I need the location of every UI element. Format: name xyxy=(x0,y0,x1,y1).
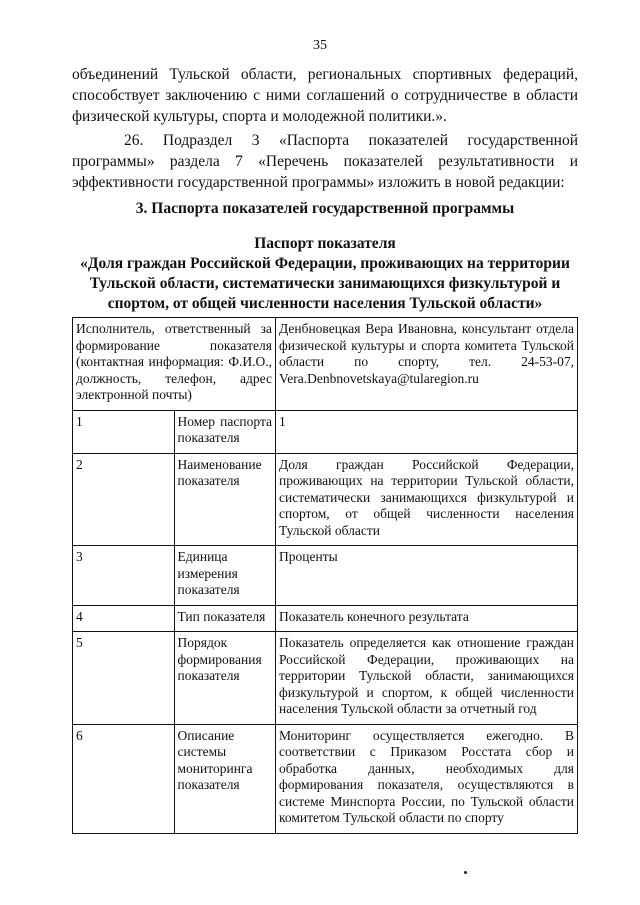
row-value: 1 xyxy=(276,410,578,453)
row-label: Порядок формирования показателя xyxy=(174,632,276,725)
intro-text xyxy=(72,64,578,193)
passport-title-line-4: спортом, от общей численности населения Тульской области» xyxy=(107,295,543,312)
row-number: 5 xyxy=(73,632,175,725)
passport-title-line-3: Тульской области, систематически занимающихся физкультурой и xyxy=(89,275,561,292)
scan-dot xyxy=(464,871,467,874)
row-label: Тип показателя xyxy=(174,605,276,632)
passport-title xyxy=(72,234,578,314)
row-value: Доля граждан Российской Федерации, проживающих на территории Тульской области, систематически занимающихся физкультурой и спортом, от общей численности населения Тульской области xyxy=(276,453,578,546)
row-label: Наименование показателя xyxy=(174,453,276,546)
passport-title-line-1: Паспорт показателя xyxy=(254,235,396,252)
row-value: Проценты xyxy=(276,546,578,606)
intro-paragraph-2: 26. Подраздел 3 «Паспорта показателей государственной программы» раздела 7 «Перечень показателей результативности и эффективности государственной программы» изложить в новой редакции: xyxy=(72,132,578,191)
page-number: 35 xyxy=(313,38,327,53)
row-label: Номер паспорта показателя xyxy=(174,410,276,453)
row-number: 6 xyxy=(73,724,175,833)
row-number: 3 xyxy=(73,546,175,606)
table-row xyxy=(73,410,578,453)
row-number: 1 xyxy=(73,410,175,453)
passport-title-line-2: «Доля граждан Российской Федерации, проживающих на территории xyxy=(80,255,570,272)
intro-paragraph-1: объединений Тульской области, региональных спортивных федераций, способствует заключению с ними соглашений о сотрудничестве в области физической культуры, спорта и молодежной политики.». xyxy=(72,66,578,125)
table-row xyxy=(73,453,578,546)
table-row xyxy=(73,724,578,833)
responsible-label: Исполнитель, ответственный за формирование показателя (контактная информация: Ф.И.О., должность, телефон, адрес электронной почты) xyxy=(73,318,276,411)
table-row xyxy=(73,546,578,606)
row-label: Описание системы мониторинга показателя xyxy=(174,724,276,833)
row-value: Показатель конечного результата xyxy=(276,605,578,632)
responsible-value: Денбновецкая Вера Ивановна, консультант отдела физической культуры и спорта комитета Тульской области по спорту, тел. 24-53-07, Vera.Denbnovetskaya@tularegion.ru xyxy=(276,318,578,411)
row-number: 2 xyxy=(73,453,175,546)
table-row xyxy=(73,632,578,725)
row-label: Единица измерения показателя xyxy=(174,546,276,606)
section-heading: 3. Паспорта показателей государственной программы xyxy=(135,200,515,217)
table-row xyxy=(73,605,578,632)
row-value: Мониторинг осуществляется ежегодно. В соответствии с Приказом Росстата сбор и обработка данных, необходимых для формирования показателя, осуществляются в системе Минспорта России, по Тульской области комитетом Тульской области по спорту xyxy=(276,724,578,833)
table-header-row xyxy=(73,318,578,411)
row-value: Показатель определяется как отношение граждан Российской Федерации, проживающих на территории Тульской области, занимающихся физкультурой и спортом, к общей численности населения Тульской области за отчетный год xyxy=(276,632,578,725)
row-number: 4 xyxy=(73,605,175,632)
indicator-passport-table xyxy=(72,317,578,834)
